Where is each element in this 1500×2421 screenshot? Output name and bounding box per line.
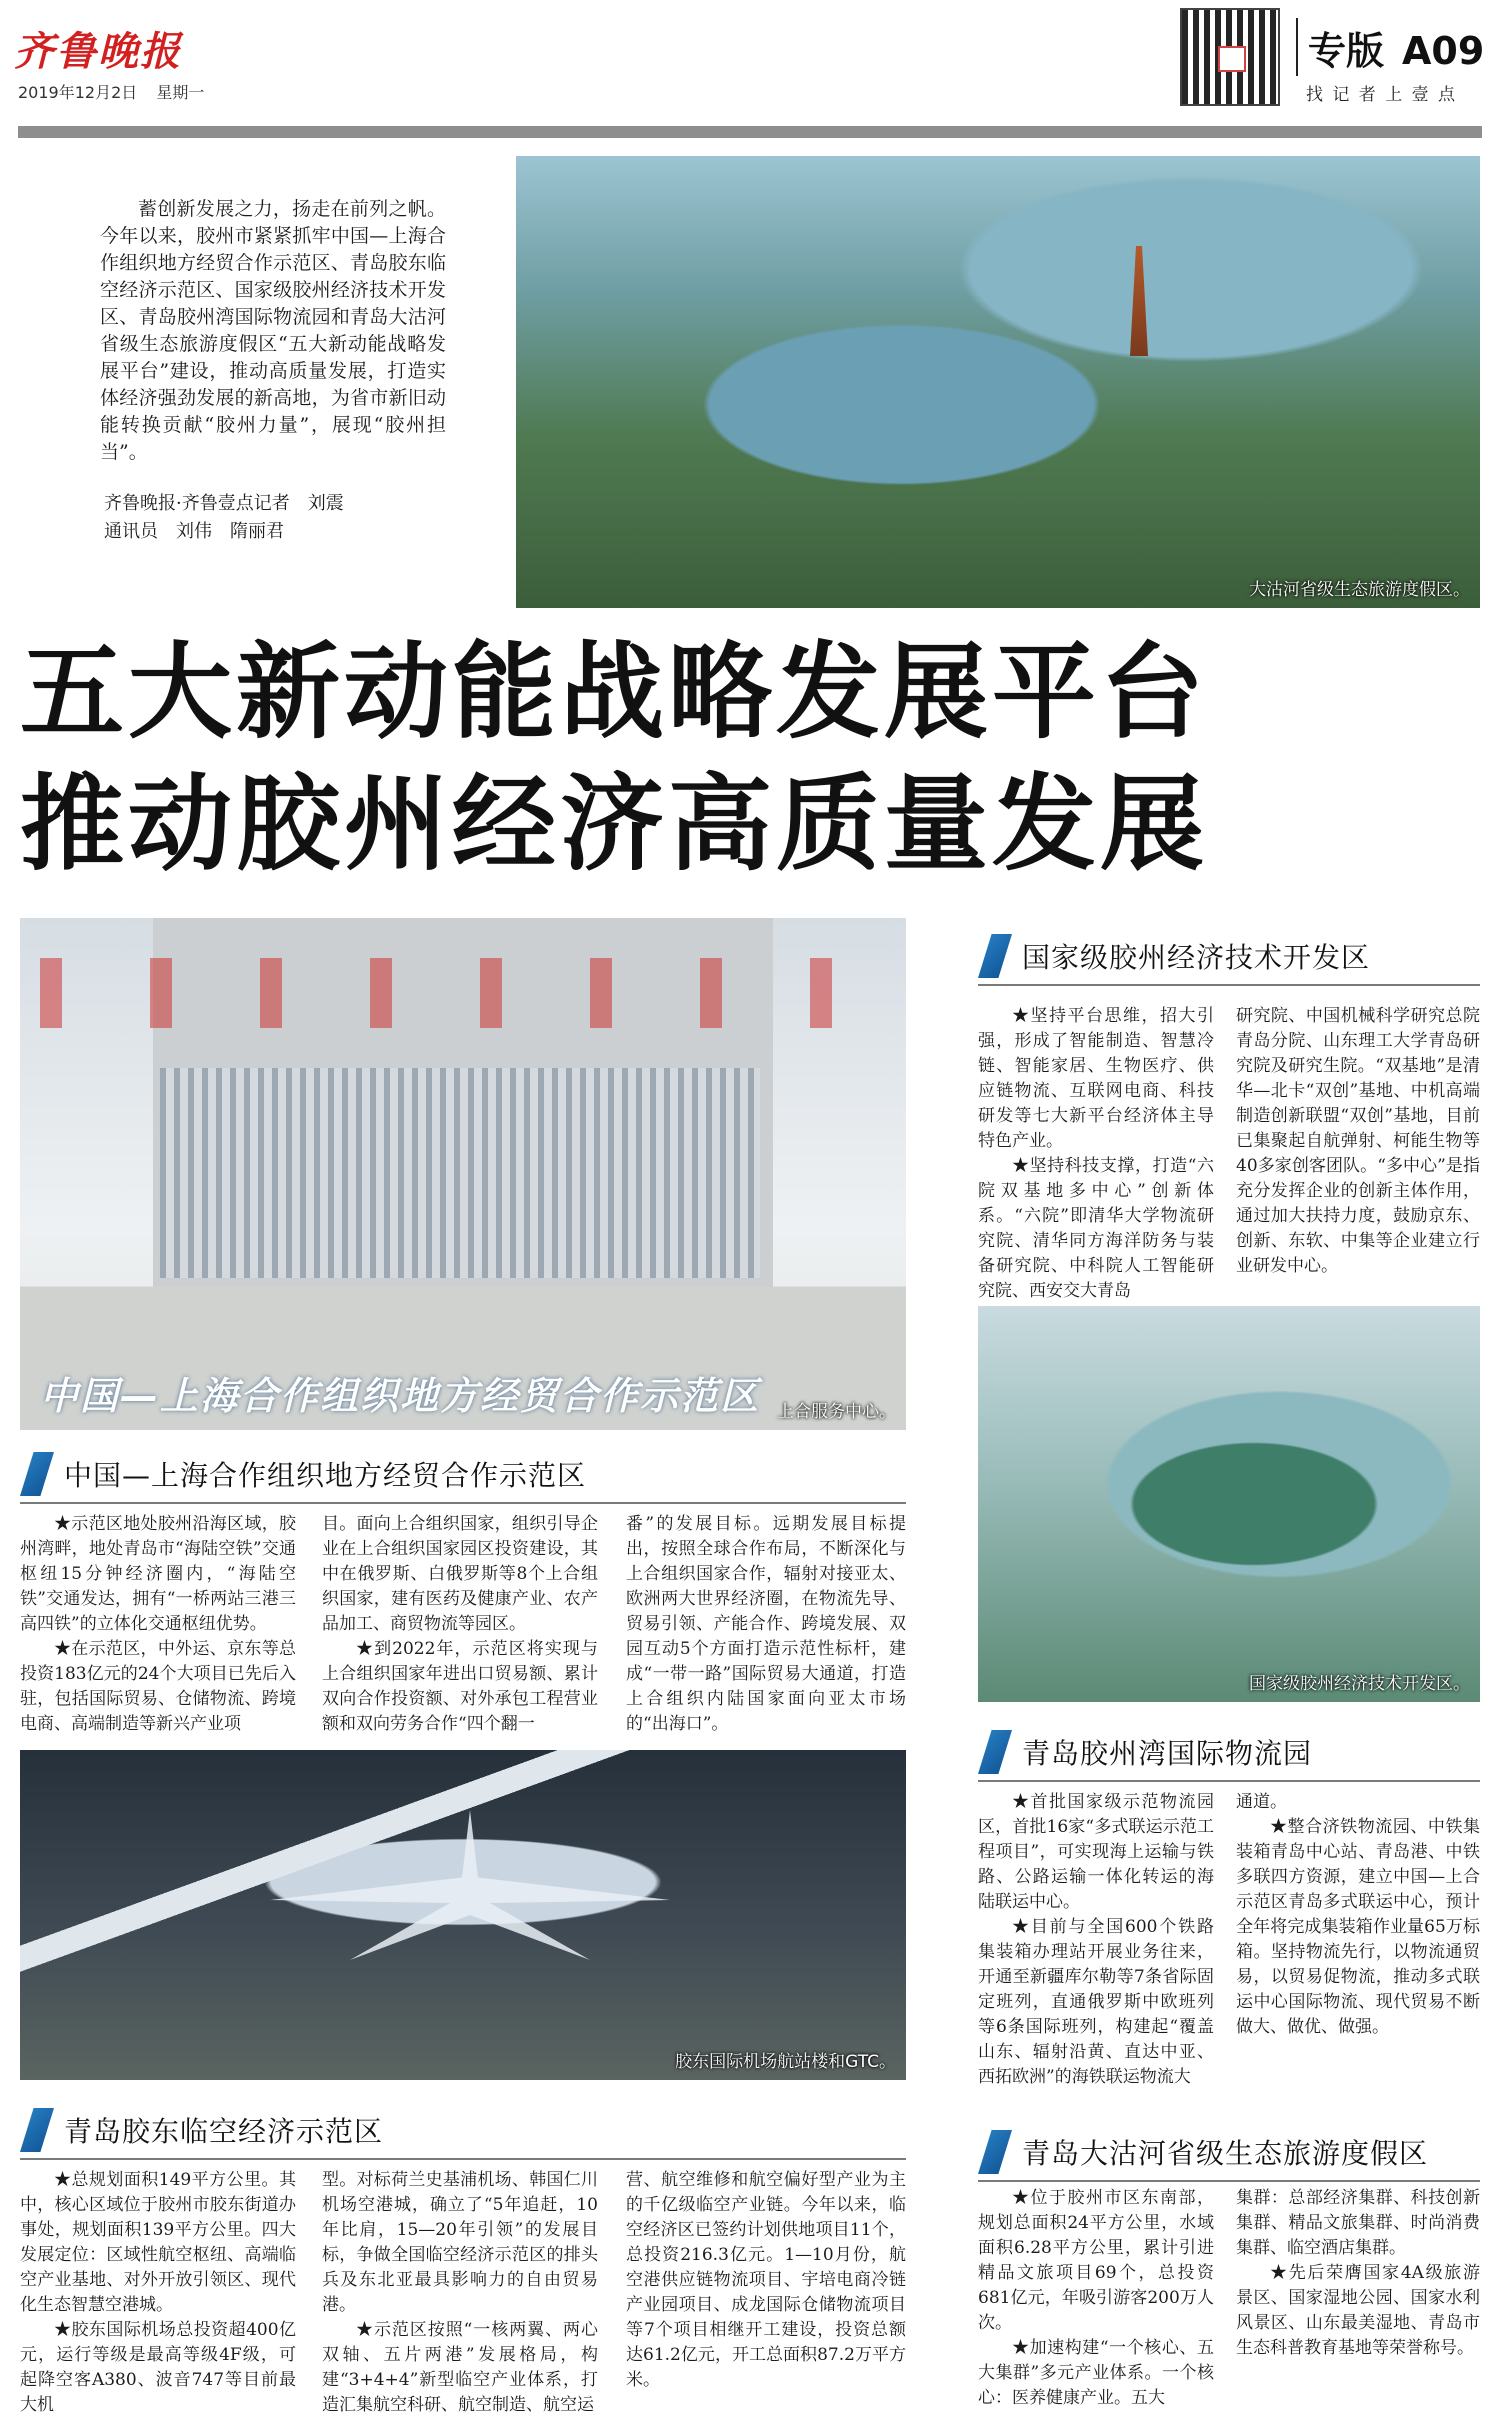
paragraph: ★胶东国际机场总投资超400亿元，运行等级是最高等级4F级，可起降空客A380、波音747等目前最大机 <box>20 2320 296 2415</box>
pagoda-shape <box>1124 246 1154 356</box>
paragraph: ★先后荣膺国家4A级旅游景区、国家湿地公园、国家水利风景区、山东最美湿地、青岛市生态科普教育基地等荣誉称号。 <box>1236 2263 1480 2358</box>
paragraph: ★在示范区，中外运、京东等总投资183亿元的24个大项目已先后入驻，包括国际贸易、仓储物流、跨境电商、高端制造等新兴产业项 <box>20 1639 296 1734</box>
section-underline <box>978 984 1480 986</box>
paragraph: ★总规划面积149平方公里。其中，核心区域位于胶州市胶东街道办事处，规划面积139平方公里。四大发展定位：区域性航空枢纽、高端临空产业基地、对外开放引领区、现代化生态智慧空港城。 <box>20 2170 296 2315</box>
contact-line: 找 记 者 上 壹 点 <box>1306 85 1456 105</box>
paragraph: ★坚持平台思维，招大引强，形成了智能制造、智慧冷链、智能家居、生物医疗、供应链物流、互联网电商、科技研发等七大新平台经济体主导特色产业。 <box>978 1006 1214 1151</box>
sco-column-1 <box>20 1512 296 1737</box>
sco-column-3 <box>626 1512 906 1737</box>
headline-line-1: 五大新动能战略发展平台 <box>20 631 1209 753</box>
sco-section-header <box>20 1452 906 1496</box>
date-text: 2019年12月2日 <box>18 83 138 102</box>
section-underline <box>20 1502 906 1504</box>
resort-section-title: 青岛大沽河省级生态旅游度假区 <box>1022 2137 1429 2170</box>
section-marker-icon <box>978 2130 1012 2174</box>
airport-photo-caption: 胶东国际机场航站楼和GTC。 <box>675 2052 896 2072</box>
airport-terminal-photo <box>20 1750 906 2080</box>
paragraph: 营、航空维修和航空偏好型产业为主的千亿级临空产业链。今年以来，临空经济区已签约计划供地项目11个，总投资216.3亿元。1—10月份，航空港供应链物流项目、宇培电商冷链产业园项目、成龙国际仓储物流项目等7个项目相继开工建设，投资总额达61.2亿元，开工总面积87.2万平方米。 <box>626 2170 906 2390</box>
paragraph: ★坚持科技支撑，打造“六院双基地多中心”创新体系。“六院”即清华大学物流研究院、清华同方海洋防务与装备研究院、中科院人工智能研究院、西安交大青岛 <box>978 1156 1214 1301</box>
section-marker-icon <box>978 934 1012 978</box>
paragraph: 通道。 <box>1236 1792 1287 1812</box>
paragraph: ★示范区地处胶州沿海区域，胶州湾畔，地处青岛市“海陆空铁”交通枢纽15分钟经济圈内，“海陆空铁”交通发达，拥有“一桥两站三港三高四铁”的立体化交通枢纽优势。 <box>20 1514 296 1634</box>
paragraph: ★首批国家级示范物流园区，首批16家“多式联运示范工程项目”，可实现海上运输与铁路、公路运输一体化转运的海陆联运中心。 <box>978 1792 1214 1912</box>
lake-resort-photo <box>516 156 1480 608</box>
section-marker-icon <box>978 1730 1012 1774</box>
header-divider <box>1296 18 1298 76</box>
sco-section-title: 中国—上海合作组织地方经贸合作示范区 <box>64 1459 587 1492</box>
paragraph: 目。面向上合组织国家，组织引导企业在上合组织国家园区投资建设，其中在俄罗斯、白俄罗斯等8个上合组织国家，建有医药及健康产业、农产品加工、商贸物流等园区。 <box>322 1514 598 1634</box>
resort-column-1 <box>978 2186 1214 2411</box>
paragraph: 番”的发展目标。远期发展目标提出，按照全球合作布局，不断深化与上合组织国家合作，辐射对接亚太、欧洲两大世界经济圈，在物流先导、贸易引领、产能合作、跨境发展、双园互动5个方面打造示范性标杆，建成“一带一路”国际贸易大通道，打造上合组织内陆国家面向亚太市场的“出海口”。 <box>626 1514 906 1734</box>
terminal-building-shape <box>270 1810 670 1960</box>
logistics-column-2 <box>1236 1790 1480 2040</box>
section-marker-icon <box>20 2108 54 2152</box>
airport-column-1 <box>20 2168 296 2418</box>
airport-section-title: 青岛胶东临空经济示范区 <box>64 2115 384 2148</box>
section-underline <box>978 1780 1480 1782</box>
paragraph: 研究院、中国机械科学研究总院青岛分院、山东理工大学青岛研究院及研究生院。“双基地”是清华—北卡“双创”基地、中机高端制造创新联盟“双创”基地，目前已集聚起自航弹射、柯能生物等40多家创客团队。“多中心”是指充分发挥企业的创新主体作用，通过加大扶持力度，鼓励京东、创新、东软、中集等企业建立行业研发中心。 <box>1236 1006 1480 1276</box>
qr-code-icon[interactable] <box>1180 8 1280 106</box>
section-underline <box>20 2158 906 2160</box>
weekday-text: 星期一 <box>156 83 205 102</box>
edz-section-header <box>978 934 1480 978</box>
airport-section-header <box>20 2108 906 2152</box>
edz-column-2 <box>1236 1004 1480 1279</box>
paragraph: ★位于胶州市区东南部，规划总面积24平方公里，水域面积6.28平方公里，累计引进精品文旅项目69个，总投资681亿元，年吸引游客200万人次。 <box>978 2188 1214 2333</box>
newspaper-logo: 齐鲁晚报 <box>14 28 182 75</box>
airport-column-2 <box>322 2168 598 2418</box>
byline <box>104 490 344 546</box>
render-caption: 国家级胶州经济技术开发区。 <box>1249 1674 1470 1694</box>
edz-section-title: 国家级胶州经济技术开发区 <box>1022 941 1371 974</box>
edz-aerial-render <box>978 1306 1480 1702</box>
lead-paragraph: 蓄创新发展之力，扬走在前列之帆。今年以来，胶州市紧紧抓牢中国—上海合作组织地方经贸合作示范区、青岛胶东临空经济示范区、国家级胶州经济技术开发区、青岛胶州湾国际物流园和青岛大沽河省级生态旅游度假区“五大新动能战略发展平台”建设，推动高质量发展，打造实体经济强劲发展的新高地，为省市新旧动能转换贡献“胶州力量”，展现“胶州担当”。 <box>100 198 446 463</box>
paragraph: ★整合济铁物流园、中铁集装箱青岛中心站、青岛港、中铁多联四方资源，建立中国—上合示范区青岛多式联运中心，预计全年将完成集装箱作业量65万标箱。坚持物流先行，以物流通贸易，以贸易促物流，推动多式联运中心国际物流、现代贸易不断做大、做优、做强。 <box>1236 1817 1480 2037</box>
logistics-section-title: 青岛胶州湾国际物流园 <box>1022 1737 1313 1770</box>
issue-date <box>18 80 218 103</box>
paragraph: ★目前与全国600个铁路集装箱办理站开展业务往来，开通至新疆库尔勒等7条省际固定班列，直通俄罗斯中欧班列等6条国际班列，构建起“覆盖山东、辐射沿黄、直达中亚、西拓欧洲”的海铁联运物流大 <box>978 1917 1214 2087</box>
section-underline <box>978 2180 1480 2182</box>
logistics-column-1 <box>978 1790 1214 2090</box>
headline-line-2: 推动胶州经济高质量发展 <box>20 763 1209 885</box>
page-section <box>1308 20 1484 75</box>
edz-column-1 <box>978 1004 1214 1304</box>
header-rule <box>18 126 1482 138</box>
building-sign-text: 中国—上海合作组织地方经贸合作示范区 <box>40 1374 761 1418</box>
byline-reporter: 齐鲁晚报·齐鲁壹点记者 刘震 <box>104 493 344 514</box>
byline-correspondents: 通讯员 刘伟 隋丽君 <box>104 521 284 542</box>
resort-column-2 <box>1236 2186 1480 2361</box>
building-photo-caption: 上合服务中心。 <box>777 1402 896 1422</box>
building-facade <box>160 1068 760 1278</box>
section-marker-icon <box>20 1452 54 1496</box>
paragraph: 型。对标荷兰史基浦机场、韩国仁川机场空港城，确立了“5年追赶，10年比肩，15—20年引领”的发展目标，争做全国临空经济示范区的排头兵及东北亚最具影响力的自由贸易港。 <box>322 2170 598 2315</box>
airport-column-3 <box>626 2168 906 2393</box>
resort-section-header <box>978 2130 1480 2174</box>
paragraph: 集群：总部经济集群、科技创新集群、精品文旅集群、时尚消费集群、临空酒店集群。 <box>1236 2188 1480 2258</box>
page-number: A09 <box>1402 29 1485 73</box>
logistics-section-header <box>978 1730 1480 1774</box>
sco-service-center-photo <box>20 918 906 1430</box>
section-name: 专版 <box>1308 29 1385 73</box>
paragraph: ★示范区按照“一核两翼、两心双轴、五片两港”发展格局，构建“3+4+4”新型临空产业体系，打造汇集航空科研、航空制造、航空运 <box>322 2320 598 2415</box>
paragraph: ★到2022年，示范区将实现与上合组织国家年进出口贸易额、累计双向合作投资额、对外承包工程营业额和双向劳务合作“四个翻一 <box>322 1639 598 1734</box>
lake-photo-caption: 大沽河省级生态旅游度假区。 <box>1249 580 1470 600</box>
paragraph: ★加速构建“一个核心、五大集群”多元产业体系。一个核心：医养健康产业。五大 <box>978 2338 1214 2408</box>
flags-row <box>40 958 880 1028</box>
sco-column-2 <box>322 1512 598 1737</box>
